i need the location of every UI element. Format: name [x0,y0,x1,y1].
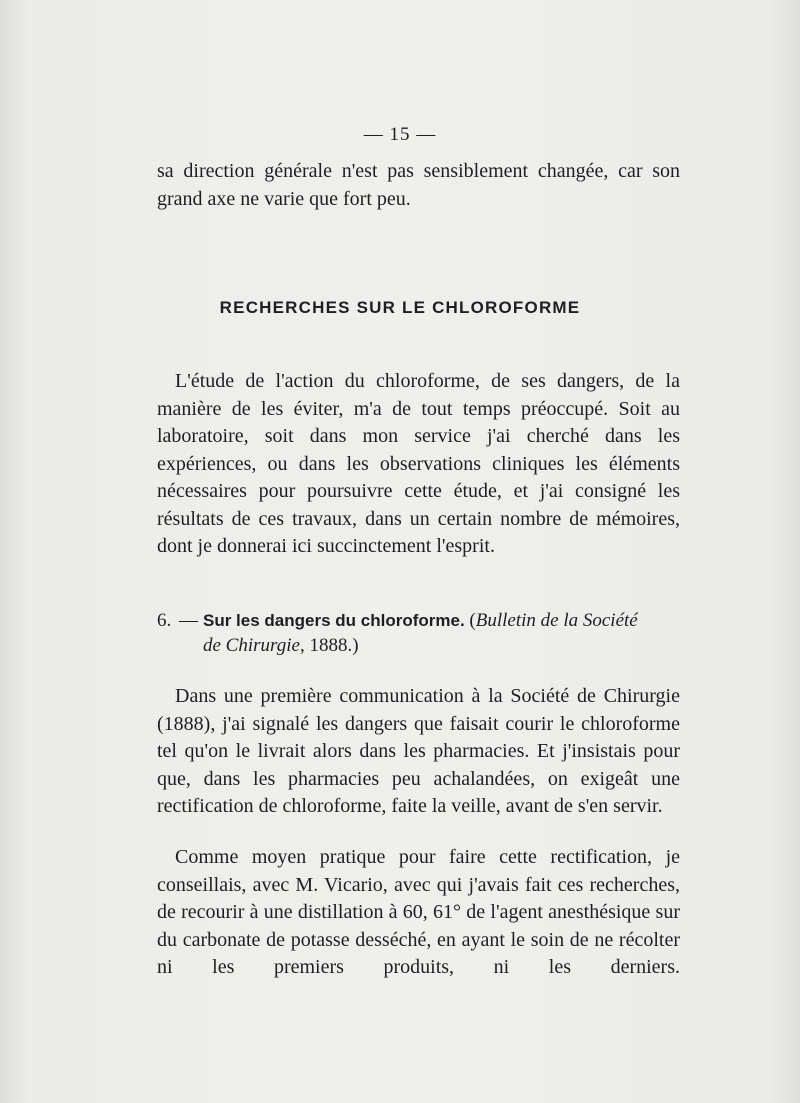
section-heading: RECHERCHES SUR LE CHLOROFORME [219,298,581,317]
entry-year: , 1888.) [299,635,359,656]
page-number: — 15 — [363,124,437,145]
journal-name-part1: Bulletin de la Société [475,610,638,631]
continuation-paragraph: sa direction générale n'est pas sensiblement changée, car son grand axe ne varie que fort peu. [157,160,680,210]
entry-dash: — [179,610,198,631]
body-paragraph-1: Dans une première communication à la Société de Chirurgie (1888), j'ai signalé les dangers que faisait courir le chloroforme tel qu'on le livrait alors dans les pharmacies. Et j'insistais pour que, dans les pharmacies peu achalandées, on exigeât une rectification de chloroforme, faite la veille, avant de s'en servir. [157,685,680,817]
entry-title: Sur les dangers du chloroforme. [203,611,465,630]
citation-open: ( [469,610,476,631]
entry-line-2 [157,633,680,658]
entry-line-1 [157,608,680,633]
journal-name-part2: de Chirurgie [203,635,300,656]
bibliography-entry [157,608,680,658]
intro-paragraph: L'étude de l'action du chloroforme, de ses dangers, de la manière de les éviter, m'a de tout temps préoccupé. Soit au laboratoire, soit dans mon service j'ai cherché dans les expériences, ou dans les observations cliniques les éléments nécessaires pour poursuivre cette étude, et j'ai consigné les résultats de ces travaux, dans un certain nombre de mémoires, dont je donnerai ici succinctement l'esprit. [157,370,680,557]
body-paragraph-2: Comme moyen pratique pour faire cette rectification, je conseillais, avec M. Vicario, avec qui j'avais fait ces recherches, de recourir à une distillation à 60, 61° de l'agent anesthésique sur du carbonate de potasse desséché, en ayant le soin de ne récolter ni les premiers produits, ni les derniers. [157,846,680,978]
entry-number: 6. [157,610,172,631]
